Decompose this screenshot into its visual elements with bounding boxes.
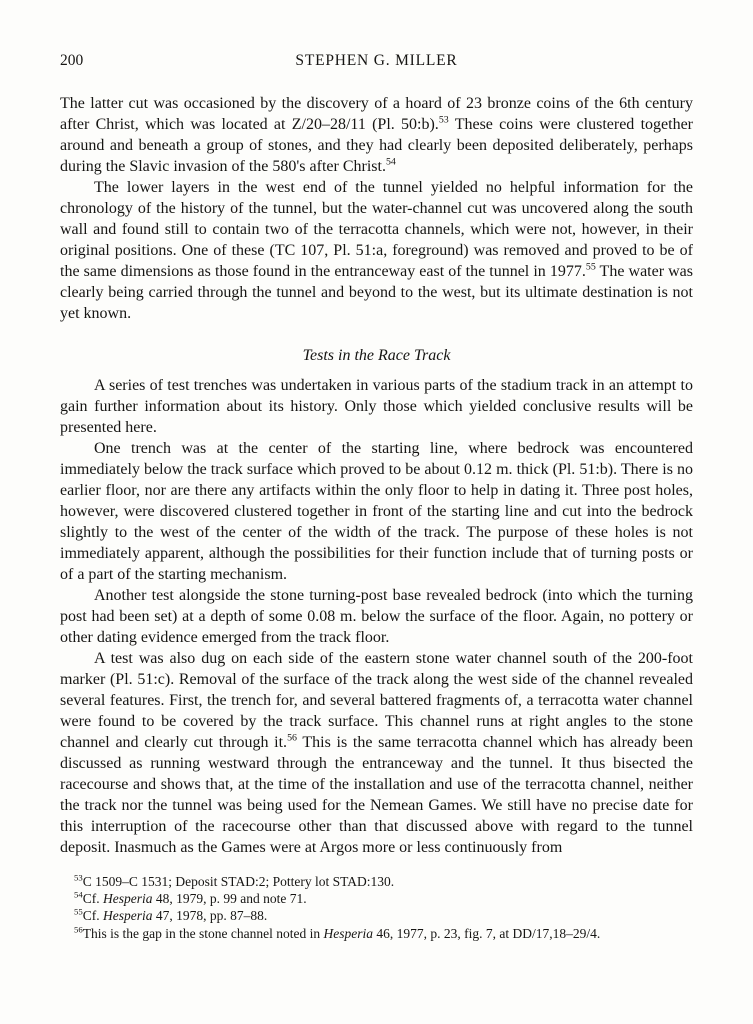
text-run: 46, 1977, p. 23, fig. 7, at DD/17,18–29/4. [372,925,601,941]
paragraph [60,648,693,858]
italic-text: Hesperia [103,891,153,907]
text-run: 48, 1979, p. 99 and note 71. [152,891,307,907]
footnote-reference: 54 [385,156,396,168]
italic-text: Hesperia [323,925,373,941]
paragraph [60,375,693,438]
running-head: STEPHEN G. MILLER [295,52,458,69]
text-run: Cf. [82,891,104,907]
footnote-number: 56 [74,924,83,935]
page-header [60,52,693,69]
text-run: The lower layers in the west end of the tunnel yielded no helpful information for the chronology of the history of the tunnel, but the water-channel cut was uncovered along the south wall and found still to contain two of the terracotta channels, which were not, however, in their original positions. One of these (TC 107, Pl. 51:a, foreground) was removed and proved to be of the same dimensions as those found in the entranceway east of the tunnel in 1977. [60,179,693,280]
footnote-reference: 55 [585,261,596,273]
paragraph [60,93,693,177]
text-run: This is the gap in the stone channel noted in [82,925,324,941]
paragraph [60,438,693,585]
text-run: These coins were clustered together around and beneath a group of stones, and they had clearly been deposited deliberately, perhaps during the Slavic invasion of the 580's after Christ. [60,116,693,175]
text-run: A series of test trenches was undertaken in various parts of the stadium track in an attempt to gain further information about its history. Only those which yielded conclusive results will be presented here. [60,377,693,436]
text-run: 47, 1978, pp. 87–88. [152,908,268,924]
footnote-number: 55 [74,906,83,917]
footnote [60,873,693,890]
text-run: Cf. [82,908,104,924]
italic-text: Hesperia [103,908,153,924]
body-text [60,93,693,858]
text-run: Another test alongside the stone turning-post base revealed bedrock (into which the turning post had been set) at a depth of some 0.08 m. below the surface of the floor. Again, no pottery or other dating evidence emerged from the track floor. [60,587,693,646]
text-run: The latter cut was occasioned by the discovery of a hoard of 23 bronze coins of the 6th century after Christ, which was located at Z/20–28/11 (Pl. 50:b). [60,95,693,133]
footnote [60,907,693,924]
text-run: This is the same terracotta channel which has already been discussed as running westward through the entranceway and the tunnel. It thus bisected the racecourse and shows that, at the time of the installation and use of the terracotta channel, neither the track nor the tunnel was being used for the Nemean Games. We still have no precise date for this interruption of the racecourse other than that discussed above with regard to the tunnel deposit. Inasmuch as the Games were at Argos more or less continuously from [60,734,694,856]
footnote [60,890,693,907]
footnote [60,925,693,942]
text-run: One trench was at the center of the starting line, where bedrock was encountered immediately below the track surface which proved to be about 0.12 m. thick (Pl. 51:b). There is no earlier floor, nor are there any artifacts within the only floor to help in dating it. Three post holes, however, were discovered clustered together in front of the starting line and cut into the bedrock slightly to the west of the center of the width of the track. The purpose of these holes is not immediately apparent, although the possibilities for their function include that of turning posts or of a part of the starting mechanism. [60,440,693,583]
footnote-number: 54 [74,889,83,900]
text-run: The water was clearly being carried through the tunnel and beyond to the west, but its ultimate destination is not yet known. [60,263,693,322]
footnotes [60,873,693,942]
page-number: 200 [60,52,84,69]
footnote-reference: 56 [287,732,297,744]
footnote-number: 53 [74,872,83,883]
paragraph [60,585,693,648]
section-heading: Tests in the Race Track [302,347,451,364]
text-run: C 1509–C 1531; Deposit STAD:2; Pottery lot STAD:130. [82,874,395,889]
paragraph [60,177,693,324]
text-run: A test was also dug on each side of the eastern stone water channel south of the 200-foot marker (Pl. 51:c). Removal of the surface of the track along the west side of the channel revealed several features. First, the trench for, and several battered fragments of, a terracotta water channel were found to be covered by the track surface. This channel runs at right angles to the stone channel and clearly cut through it. [60,650,693,751]
footnote-reference: 53 [438,114,449,126]
